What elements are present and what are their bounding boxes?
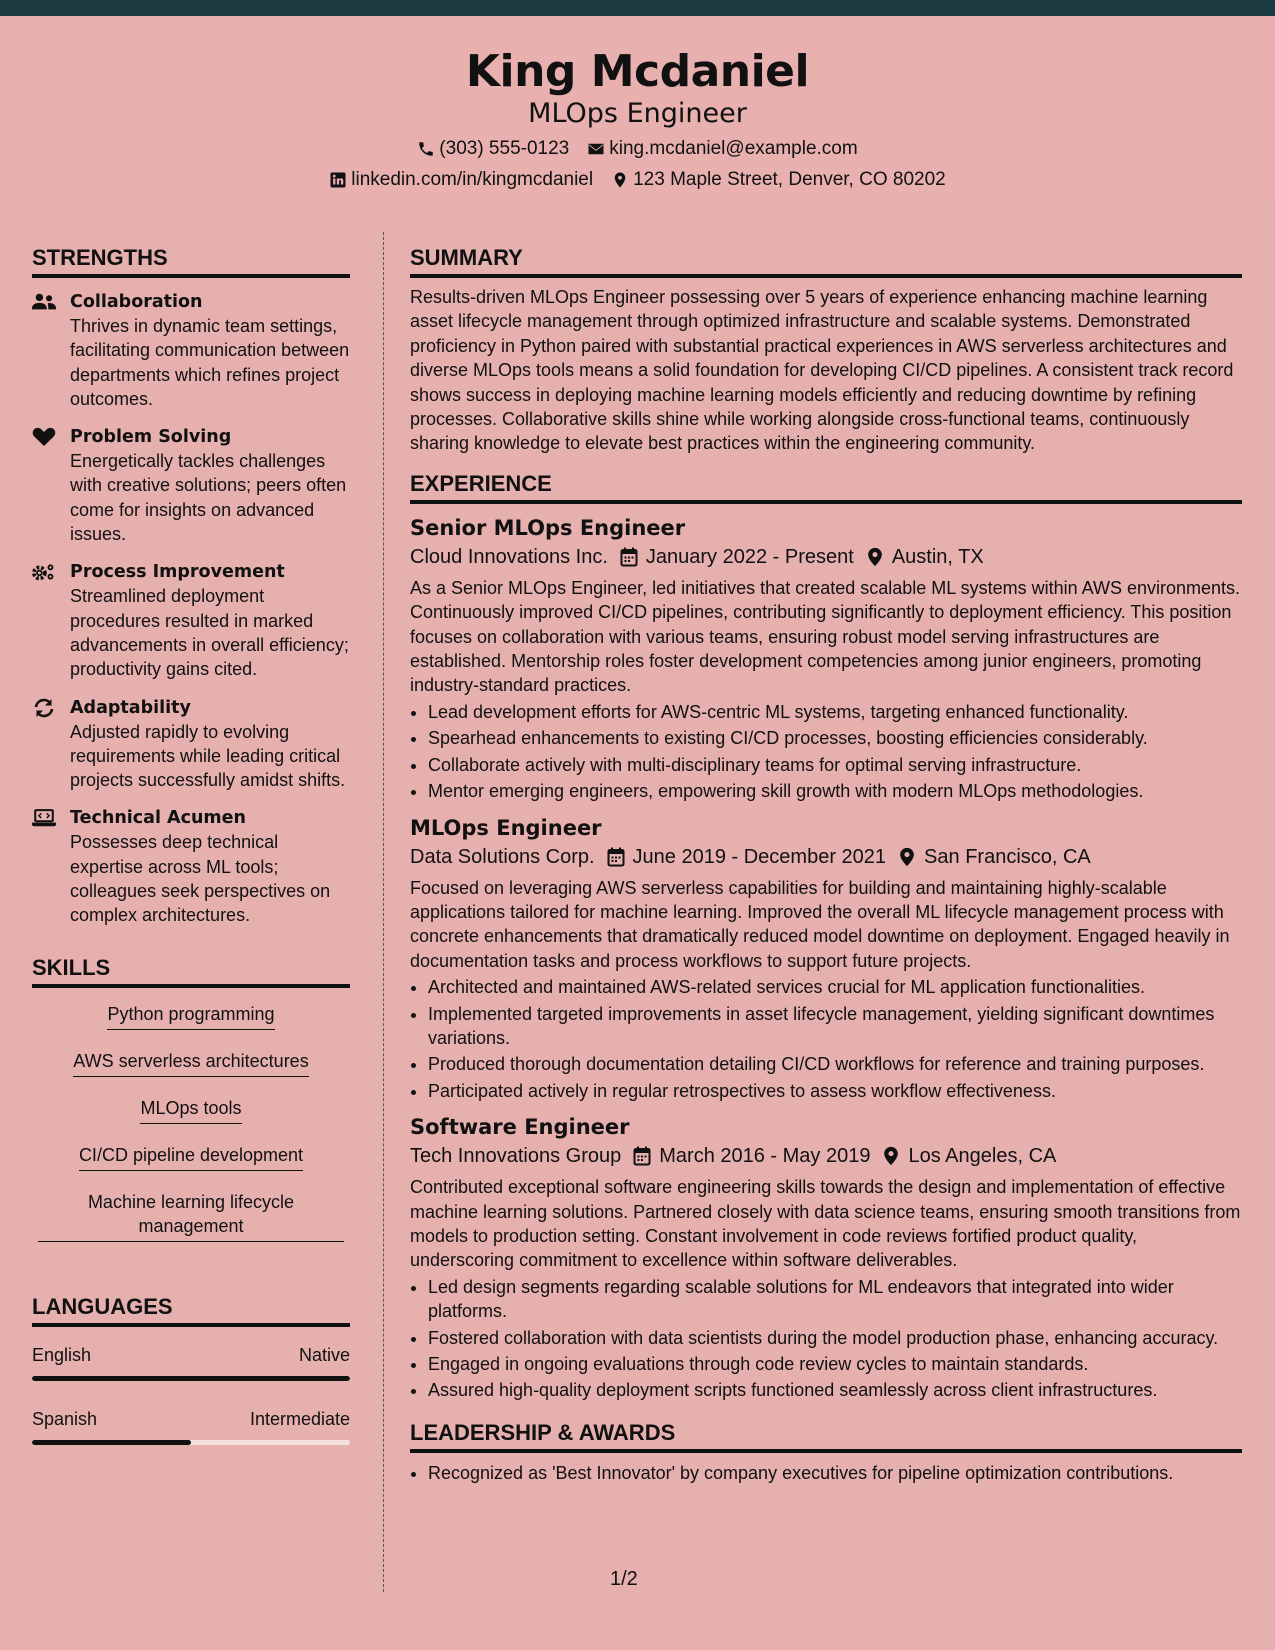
job-location: San Francisco, CA — [924, 845, 1091, 868]
job-location: Austin, TX — [891, 545, 984, 568]
right-column — [410, 244, 1242, 1487]
job-bullet: • Fostered collaboration with data scientists during the model production phase, enhancing accuracy. — [428, 1326, 1242, 1350]
summary-heading: SUMMARY — [410, 244, 1242, 278]
job-bullet: • Implemented targeted improvements in asset lifecycle management, yielding significant downtimes variations. — [428, 1002, 1242, 1051]
strengths-heading: STRENGTHS — [32, 244, 350, 278]
job-location: Los Angeles, CA — [908, 1145, 1057, 1168]
job-dates: March 2016 - May 2019 — [659, 1145, 871, 1168]
language-proficiency-fill — [32, 1440, 191, 1445]
resume-header — [0, 16, 1275, 204]
page-number: 1/2 — [610, 1568, 638, 1590]
job-bullet: • Participated actively in regular retrospectives to assess workflow effectiveness. — [428, 1079, 1242, 1103]
job-bullet: • Architected and maintained AWS-related services crucial for ML application functionalities. — [428, 975, 1242, 999]
map-pin-icon — [882, 1146, 900, 1166]
award-item: • Recognized as 'Best Innovator' by company executives for pipeline optimization contributions. — [428, 1461, 1242, 1485]
strength-item — [32, 290, 350, 411]
language-name: Spanish — [32, 1408, 98, 1429]
map-pin-icon — [898, 847, 916, 867]
awards-heading: LEADERSHIP & AWARDS — [410, 1419, 1242, 1453]
summary-text: Results-driven MLOps Engineer possessing over 5 years of experience enhancing machine learning asset lifecycle management through optimized infrastructure and scalable systems. Demonstrated proficiency in Python paired with substantial practical experiences in AWS serverless architectures and diverse MLOps tools means a solid foundation for developing CI/CD pipelines. A consistent track record shows success in deploying machine learning models efficiently and reducing downtime by refining processes. Collaborative skills shine while working alongside cross-functional teams, continuously sharing knowledge to elevate best practices within the engineering community. — [410, 287, 1234, 454]
linkedin-text: linkedin.com/in/kingmcdaniel — [351, 169, 594, 190]
heart-icon — [32, 427, 56, 447]
strength-item — [32, 425, 350, 546]
calendar-icon — [607, 847, 625, 867]
job-dates: January 2022 - Present — [645, 545, 854, 568]
email-text: king.mcdaniel@example.com — [609, 138, 858, 159]
language-item — [32, 1343, 350, 1381]
languages-heading: LANGUAGES — [32, 1293, 350, 1327]
top-bar — [0, 0, 1275, 16]
skill-item: MLOps tools — [140, 1096, 241, 1124]
job-company: Cloud Innovations Inc. — [410, 545, 608, 568]
job-bullet: • Spearhead enhancements to existing CI/CD processes, boosting efficiencies considerably. — [428, 726, 1242, 750]
gears-icon — [32, 562, 56, 582]
awards-list — [410, 1461, 1242, 1485]
strength-desc: Possesses deep technical expertise across ML tools; colleagues seek perspectives on complex architectures. — [70, 832, 331, 926]
left-column — [32, 244, 350, 1445]
contact-line-2 — [0, 168, 1275, 192]
experience-heading: EXPERIENCE — [410, 470, 1242, 504]
envelope-icon — [587, 140, 605, 158]
strength-item — [32, 560, 350, 681]
job-bullets — [410, 700, 1242, 804]
job-dates: June 2019 - December 2021 — [632, 845, 887, 868]
skills-list — [32, 1002, 350, 1261]
job-company: Data Solutions Corp. — [410, 845, 595, 868]
job-meta — [410, 842, 1242, 872]
strength-name: Process Improvement — [70, 562, 285, 583]
language-proficiency-bar — [32, 1440, 350, 1445]
skill-item: CI/CD pipeline development — [79, 1143, 303, 1171]
strength-item — [32, 696, 350, 793]
sync-icon — [32, 698, 56, 718]
job-entry — [410, 514, 1242, 804]
job-entry — [410, 1113, 1242, 1403]
phone-text: (303) 555-0123 — [439, 138, 570, 159]
candidate-name: King Mcdaniel — [465, 46, 810, 97]
job-bullet: • Assured high-quality deployment scripts functioned seamlessly across client infrastructures. — [428, 1378, 1242, 1402]
email-contact[interactable] — [587, 137, 857, 161]
job-meta — [410, 1141, 1242, 1171]
job-bullets — [410, 975, 1242, 1103]
calendar-icon — [633, 1146, 651, 1166]
users-icon — [32, 292, 56, 312]
strength-name: Problem Solving — [70, 427, 232, 448]
job-title: Senior MLOps Engineer — [410, 515, 686, 540]
linkedin-icon — [329, 171, 347, 189]
language-proficiency-fill — [32, 1376, 350, 1381]
language-item — [32, 1407, 350, 1445]
job-bullet: • Collaborate actively with multi-disciplinary teams for optimal serving infrastructure. — [428, 753, 1242, 777]
language-proficiency-bar — [32, 1376, 350, 1381]
job-company: Tech Innovations Group — [410, 1145, 622, 1168]
job-bullet: • Engaged in ongoing evaluations through code review cycles to maintain standards. — [428, 1352, 1242, 1376]
job-bullet: • Mentor emerging engineers, empowering skill growth with modern MLOps methodologies. — [428, 779, 1242, 803]
job-bullet: • Lead development efforts for AWS-centric ML systems, targeting enhanced functionality. — [428, 700, 1242, 724]
strength-desc: Thrives in dynamic team settings, facilitating communication between departments which refines project outcomes. — [70, 316, 350, 409]
phone-contact — [417, 137, 569, 161]
job-bullet: • Produced thorough documentation detailing CI/CD workflows for reference and training purposes. — [428, 1052, 1242, 1076]
skill-item: Python programming — [107, 1002, 274, 1030]
laptop-code-icon — [32, 808, 56, 828]
language-name: English — [32, 1344, 92, 1365]
job-description: Focused on leveraging AWS serverless capabilities for building and maintaining highly-scalable applications tailored for machine learning. Improved the overall ML lifecycle management process with concrete enhancements that dramatically reduced model downtime on deployment. Engaged heavily in documentation tasks and process workflows to support future projects. — [410, 877, 1230, 971]
strength-desc: Adjusted rapidly to evolving requirements while leading critical projects successfully amidst shifts. — [70, 721, 346, 791]
language-level: Native — [298, 1344, 350, 1365]
job-title: MLOps Engineer — [410, 815, 602, 840]
map-pin-icon — [611, 171, 629, 189]
linkedin-contact[interactable] — [329, 168, 593, 192]
strength-name: Collaboration — [70, 292, 203, 312]
skills-heading: SKILLS — [32, 954, 350, 988]
skill-item: AWS serverless architectures — [73, 1049, 308, 1077]
job-bullet: • Led design segments regarding scalable solutions for ML endeavors that integrated into wider platforms. — [428, 1275, 1242, 1324]
contact-line-1 — [0, 137, 1275, 161]
phone-icon — [417, 140, 435, 158]
calendar-icon — [620, 547, 638, 567]
strength-desc: Streamlined deployment procedures resulted in marked advancements in overall efficiency; productivity gains cited. — [70, 586, 349, 680]
job-entry — [410, 814, 1242, 1104]
address-contact — [611, 168, 946, 192]
strength-desc: Energetically tackles challenges with creative solutions; peers often come for insights on advanced issues. — [70, 451, 347, 545]
job-meta — [410, 542, 1242, 572]
strength-name: Technical Acumen — [70, 808, 246, 829]
skill-item: Machine learning lifecycle management — [38, 1190, 344, 1242]
job-description: As a Senior MLOps Engineer, led initiatives that created scalable ML systems within AWS environments. Continuously improved CI/CD pipelines, contributing significantly to deployment efficiency. This position focuses on collaboration with various teams, ensuring robust model serving infrastructures are established. Mentorship roles foster development competencies among junior engineers, promoting industry-standard practices. — [410, 577, 1241, 696]
address-text: 123 Maple Street, Denver, CO 80202 — [633, 169, 946, 190]
strength-name: Adaptability — [70, 697, 191, 718]
candidate-title: MLOps Engineer — [528, 98, 747, 129]
job-title: Software Engineer — [410, 1115, 630, 1140]
strength-item — [32, 806, 350, 927]
column-divider — [383, 232, 384, 1592]
job-bullets — [410, 1275, 1242, 1403]
map-pin-icon — [866, 547, 884, 567]
job-description: Contributed exceptional software engineering skills towards the design and implementation of effective machine learning solutions. Partnered closely with data science teams, ensuring smooth transitions from models to production setting. Constant involvement in code reviews fortified product quality, underscoring commitment to excellence within software deliverables. — [410, 1177, 1241, 1271]
language-level: Intermediate — [249, 1408, 350, 1429]
